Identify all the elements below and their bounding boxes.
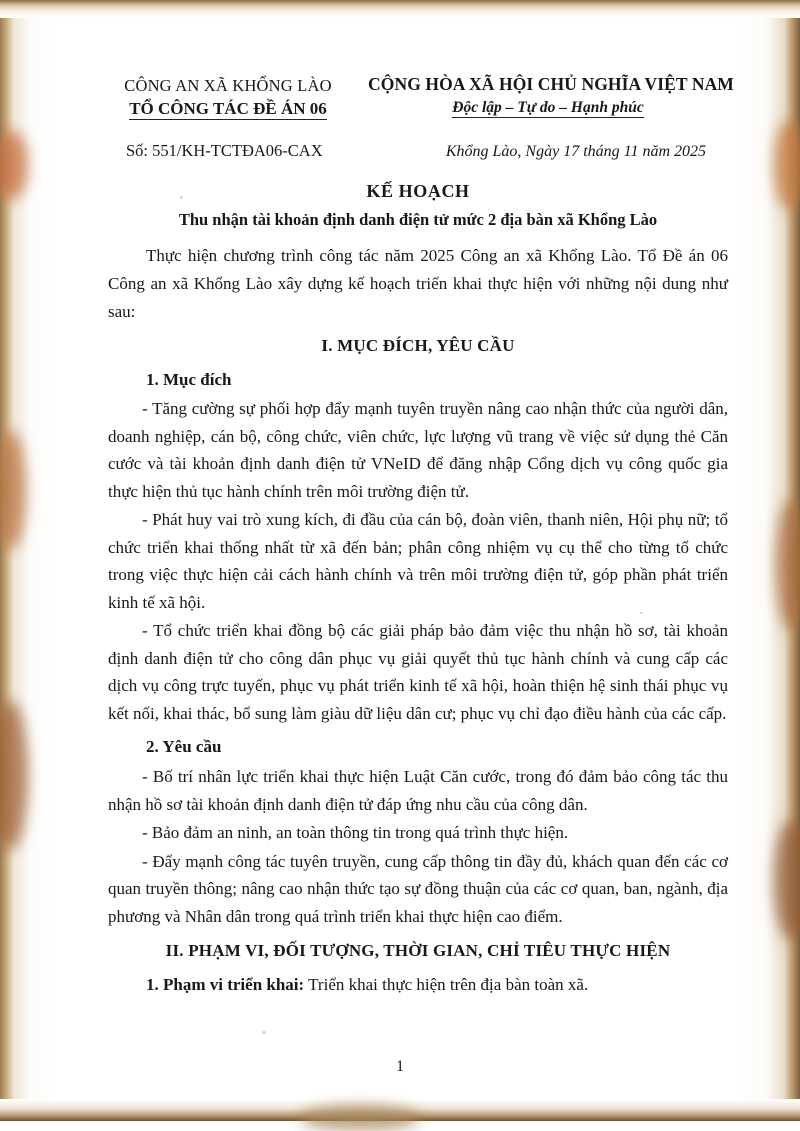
document-body (108, 242, 728, 998)
section-2-item-1-label: 1. Phạm vi triển khai: (146, 974, 305, 994)
national-title: CỘNG HÒA XÃ HỘI CHỦ NGHĨA VIỆT NAM (368, 74, 734, 94)
scan-speck (180, 196, 183, 199)
paragraph: - Tổ chức triển khai đồng bộ các giải pháp bảo đảm việc thu nhận hồ sơ, tài khoản định danh điện tử cho công dân phục vụ giải quyết thủ tục hành chính và cung cấp các dịch vụ công trực tuyến, phục vụ phát triển kinh tế xã hội, hoàn thiện hệ sinh thái phục vụ kết nối, khai thác, bổ sung làm giàu dữ liệu dân cư; phục vụ chỉ đạo điều hành của các cấp. (108, 621, 728, 723)
subsection-heading-1-1: 1. Mục đích (146, 369, 232, 389)
paragraph: - Đẩy mạnh công tác tuyên truyền, cung cấp thông tin đầy đủ, khách quan đến các cơ quan truyền thông; nâng cao nhận thức tạo sự đồng thuận của các cơ quan, ban, ngành, địa phương và Nhân dân trong quá trình triển khai thực hiện cao điểm. (108, 851, 728, 926)
document-subtitle: Thu nhận tài khoản định danh điện tử mức 2 địa bàn xã Khổng Lào (178, 210, 658, 229)
national-motto (368, 99, 728, 117)
place-and-date: Khổng Lào, Ngày 17 tháng 11 năm 2025 (445, 143, 706, 160)
section-2-item-1-text: Triển khai thực hiện trên địa bàn toàn xã. (304, 974, 589, 994)
paragraph: - Phát huy vai trò xung kích, đi đầu của cán bộ, đoàn viên, thanh niên, Hội phụ nữ; tổ chức triển khai thống nhất từ xã đến bản; phân công nhiệm vụ cụ thể cho từng tổ chức trong việc thực hiện cải cách hành chính và trên môi trường điện tử, góp phần phát triển kinh tế xã hội. (108, 510, 728, 612)
section-heading-1: I. MỤC ĐÍCH, YÊU CẦU (321, 336, 515, 356)
scan-speck (640, 612, 643, 614)
issuing-authority-line2 (108, 99, 348, 119)
paragraph: - Bảo đảm an ninh, an toàn thông tin trong quá trình thực hiện. (142, 823, 569, 843)
issuing-authority-line1: CÔNG AN XÃ KHỔNG LÀO (124, 76, 332, 95)
issuing-authority-block (108, 74, 348, 119)
section-heading-2: II. PHẠM VI, ĐỐI TƯỢNG, THỜI GIAN, CHỈ TIÊU THỰC HIỆN (165, 941, 671, 961)
subsection-heading-1-2: 2. Yêu cầu (146, 737, 222, 757)
issuing-authority-line2-text: TỔ CÔNG TÁC ĐỀ ÁN 06 (129, 99, 327, 118)
document-title-block (108, 181, 728, 230)
document-content (108, 74, 734, 1000)
national-heading-block (368, 74, 734, 117)
paragraph: - Bố trí nhân lực triển khai thực hiện Luật Căn cước, trong đó đảm bảo công tác thu nhận hồ sơ tài khoản định danh điện tử đáp ứng nhu cầu của công dân. (108, 767, 728, 814)
document-number: Số: 551/KH-TCTĐA06-CAX (126, 141, 323, 160)
scan-speck (262, 1031, 266, 1034)
document-title: KẾ HOẠCH (366, 181, 470, 201)
document-subheader (108, 141, 728, 161)
national-motto-text: Độc lập – Tự do – Hạnh phúc (452, 99, 644, 116)
document-header (108, 74, 734, 119)
page-number: 1 (396, 1058, 404, 1075)
section-2-item-1 (108, 971, 728, 999)
intro-paragraph: Thực hiện chương trình công tác năm 2025 Công an xã Khổng Lào. Tổ Đề án 06 Công an xã Khổng Lào xây dựng kế hoạch triển khai thực hiện với những nội dung như sau: (108, 246, 728, 321)
paragraph: - Tăng cường sự phối hợp đẩy mạnh tuyên truyền nâng cao nhận thức của người dân, doanh nghiệp, cán bộ, công chức, viên chức, lực lượng vũ trang về việc sử dụng thẻ Căn cước và tài khoản định danh điện tử VNeID để đăng nhập Cổng dịch vụ công quốc gia thực hiện thủ tục hành chính trên môi trường điện tử. (108, 399, 728, 501)
